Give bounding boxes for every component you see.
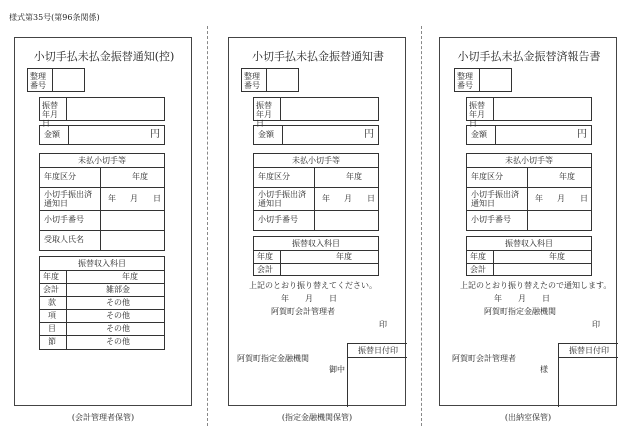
furidashi-label: 小切手振出済通知日 bbox=[44, 190, 92, 208]
furikae-date-box bbox=[466, 97, 592, 128]
shunyu-header: 振替収入科目 bbox=[292, 239, 340, 248]
nendo-kubun-label: 年度区分 bbox=[258, 172, 290, 181]
kaikei-label: 会計 bbox=[43, 285, 59, 294]
miharai-table bbox=[253, 153, 379, 231]
date-tsuki: 月 bbox=[305, 294, 313, 303]
seal-mark: 印 bbox=[379, 320, 387, 329]
furikae-date-label: 振替年月日 bbox=[42, 101, 58, 128]
shunyu-table bbox=[253, 236, 379, 276]
statement: 上記のとおり振り替えてください。 bbox=[249, 281, 377, 290]
en-label: 円 bbox=[577, 129, 587, 140]
panel-report bbox=[439, 37, 617, 406]
stamp-label: 振替日付印 bbox=[569, 346, 609, 355]
seiri-bango-box bbox=[454, 68, 512, 92]
moku-label: 目 bbox=[48, 324, 56, 333]
date-hi: 日 bbox=[542, 294, 550, 303]
furidashi-label: 小切手振出済通知日 bbox=[258, 190, 306, 208]
shunyu-nendo-value: 年度 bbox=[336, 252, 352, 261]
shunyu-header: 振替収入科目 bbox=[505, 239, 553, 248]
nen-label: 年 bbox=[322, 194, 330, 203]
kou-label: 項 bbox=[48, 311, 56, 320]
miharai-table bbox=[466, 153, 592, 231]
tsuki-label: 月 bbox=[130, 194, 138, 203]
kogitte-bango-label: 小切手番号 bbox=[44, 215, 84, 224]
kogitte-bango-label: 小切手番号 bbox=[471, 215, 511, 224]
kaikei-label: 会計 bbox=[470, 265, 486, 274]
uketori-label: 受取人氏名 bbox=[44, 235, 84, 244]
miharai-table bbox=[39, 153, 165, 251]
shunyu-nendo-label: 年度 bbox=[43, 272, 59, 281]
panel-title: 小切手払未払金振替通知書 bbox=[252, 50, 384, 63]
kingaku-label: 金額 bbox=[471, 130, 487, 139]
hi-label: 日 bbox=[367, 194, 375, 203]
recipient-name: 阿賀町指定金融機関 bbox=[237, 354, 309, 363]
nendo-value: 年度 bbox=[346, 172, 362, 181]
issuer-name: 阿賀町会計管理者 bbox=[271, 307, 335, 316]
onchu-label: 御中 bbox=[329, 365, 345, 374]
seiri-bango-label: 整理番号 bbox=[30, 72, 46, 90]
nendo-kubun-label: 年度区分 bbox=[471, 172, 503, 181]
panel-title: 小切手払未払金振替通知(控) bbox=[33, 50, 175, 63]
caption-notice: (指定金融機関保管) bbox=[281, 413, 353, 422]
furikae-date-label: 振替年月日 bbox=[256, 101, 272, 128]
kingaku-label: 金額 bbox=[44, 130, 60, 139]
nendo-value: 年度 bbox=[559, 172, 575, 181]
furikae-date-box bbox=[253, 97, 379, 128]
shunyu-nendo-value: 年度 bbox=[549, 252, 565, 261]
setsu-value: その他 bbox=[106, 337, 130, 346]
miharai-header: 未払小切手等 bbox=[78, 156, 126, 165]
date-tsuki: 月 bbox=[518, 294, 526, 303]
kan-value: その他 bbox=[106, 298, 130, 307]
cut-line-right bbox=[421, 26, 422, 426]
nen-label: 年 bbox=[535, 194, 543, 203]
en-label: 円 bbox=[364, 129, 374, 140]
issuer-name: 阿賀町指定金融機関 bbox=[484, 307, 556, 316]
stamp-label: 振替日付印 bbox=[358, 346, 398, 355]
panel-title: 小切手払未払金振替済報告書 bbox=[457, 50, 601, 63]
seiri-bango-label: 整理番号 bbox=[457, 72, 473, 90]
miharai-header: 未払小切手等 bbox=[505, 156, 553, 165]
miharai-header: 未払小切手等 bbox=[292, 156, 340, 165]
shunyu-nendo-value: 年度 bbox=[122, 272, 138, 281]
form-number-label: 様式第35号(第96条関係) bbox=[9, 13, 100, 22]
nendo-kubun-label: 年度区分 bbox=[44, 172, 76, 181]
date-nen: 年 bbox=[494, 294, 502, 303]
setsu-label: 節 bbox=[48, 337, 56, 346]
seiri-bango-label: 整理番号 bbox=[244, 72, 260, 90]
date-hi: 日 bbox=[329, 294, 337, 303]
seal-mark: 印 bbox=[592, 320, 600, 329]
stamp-box bbox=[347, 343, 407, 407]
onchu-label: 様 bbox=[540, 365, 548, 374]
shunyu-table bbox=[466, 236, 592, 276]
nendo-value: 年度 bbox=[132, 172, 148, 181]
date-nen: 年 bbox=[281, 294, 289, 303]
shunyu-table bbox=[39, 256, 165, 350]
statement: 上記のとおり振り替えたので通知します。 bbox=[460, 281, 612, 290]
caption-report: (出納室保管) bbox=[504, 413, 552, 422]
kingaku-box bbox=[466, 125, 592, 145]
cut-line-left bbox=[207, 26, 208, 426]
furikae-date-box bbox=[39, 97, 165, 128]
en-label: 円 bbox=[150, 129, 160, 140]
hi-label: 日 bbox=[153, 194, 161, 203]
kou-value: その他 bbox=[106, 311, 130, 320]
seiri-bango-box bbox=[241, 68, 299, 92]
kaikei-label: 会計 bbox=[257, 265, 273, 274]
kaikei-value: 雑部金 bbox=[106, 285, 130, 294]
shunyu-nendo-label: 年度 bbox=[470, 252, 486, 261]
tsuki-label: 月 bbox=[344, 194, 352, 203]
seiri-bango-box bbox=[27, 68, 85, 92]
shunyu-header: 振替収入科目 bbox=[78, 259, 126, 268]
kan-label: 款 bbox=[48, 298, 56, 307]
kingaku-label: 金額 bbox=[258, 130, 274, 139]
nen-label: 年 bbox=[108, 194, 116, 203]
panel-notice bbox=[228, 37, 406, 406]
kingaku-box bbox=[39, 125, 165, 145]
hi-label: 日 bbox=[580, 194, 588, 203]
recipient-name: 阿賀町会計管理者 bbox=[452, 354, 516, 363]
moku-value: その他 bbox=[106, 324, 130, 333]
tsuki-label: 月 bbox=[557, 194, 565, 203]
stamp-box bbox=[558, 343, 618, 407]
kingaku-box bbox=[253, 125, 379, 145]
caption-copy: (会計管理者保管) bbox=[71, 413, 135, 422]
kogitte-bango-label: 小切手番号 bbox=[258, 215, 298, 224]
shunyu-nendo-label: 年度 bbox=[257, 252, 273, 261]
panel-copy bbox=[14, 37, 192, 406]
furidashi-label: 小切手振出済通知日 bbox=[471, 190, 519, 208]
furikae-date-label: 振替年月日 bbox=[469, 101, 485, 128]
